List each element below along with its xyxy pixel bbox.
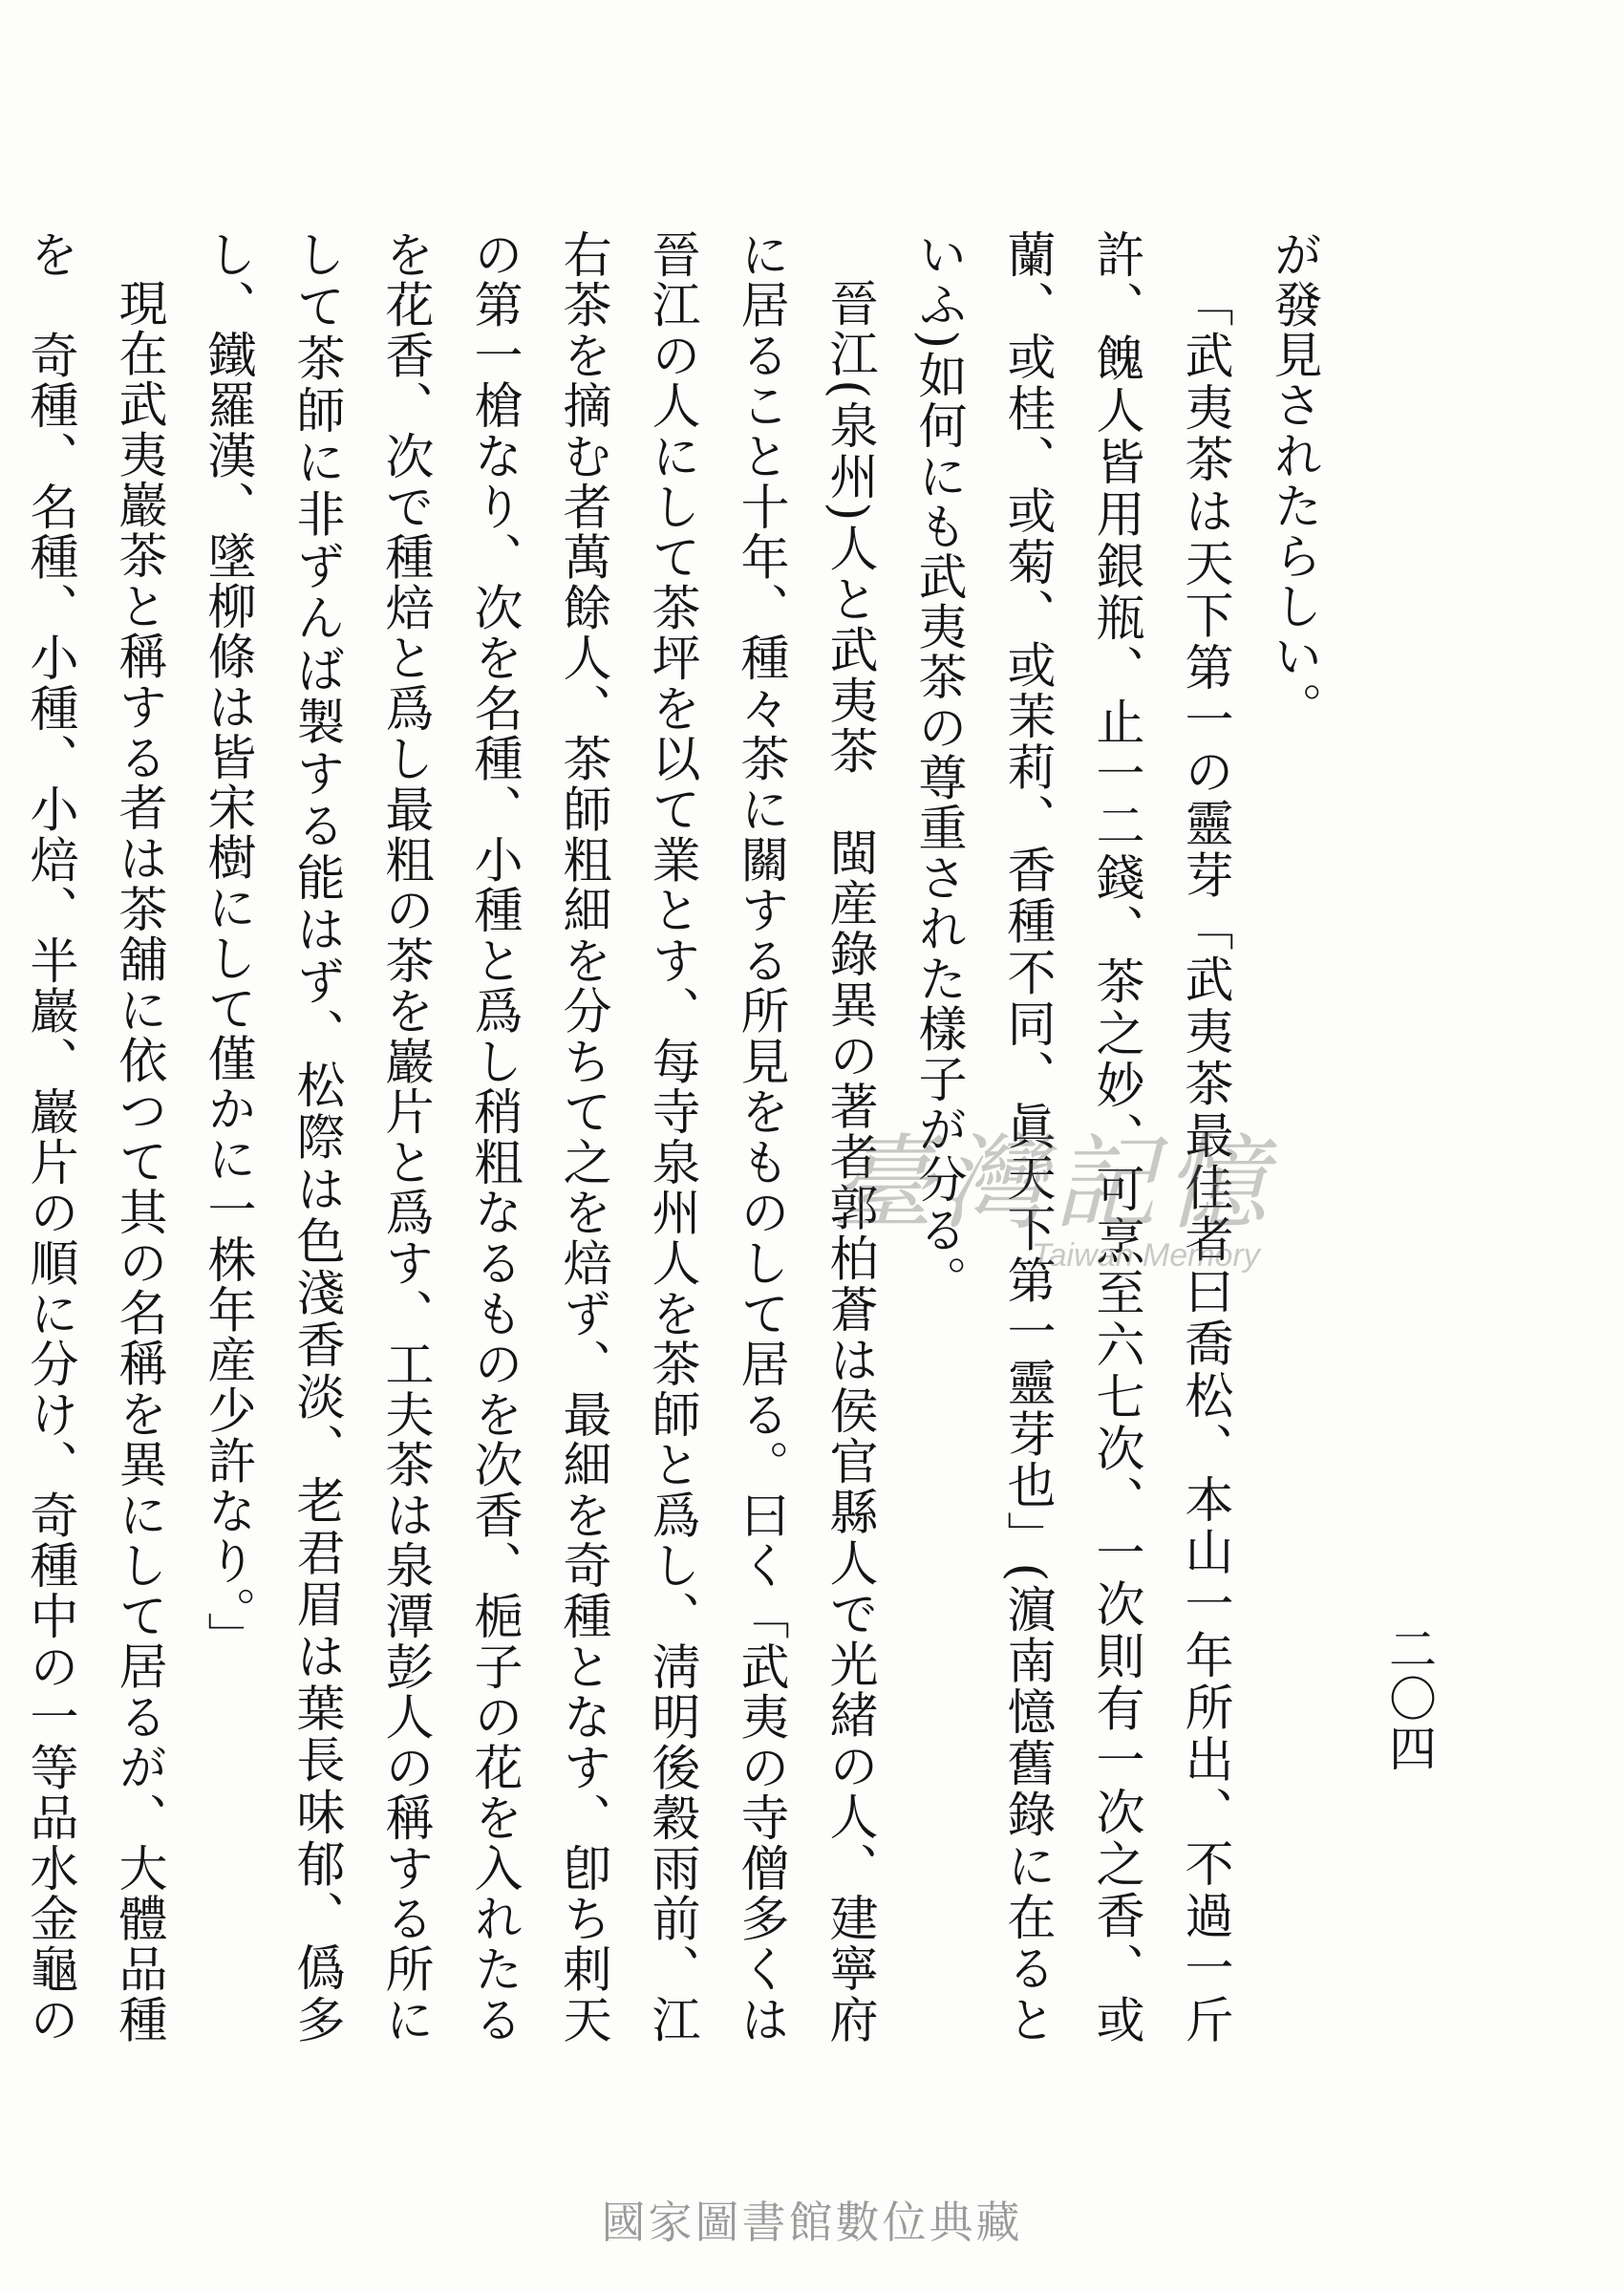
main-text-block <box>21 229 1337 2045</box>
watermark-subtitle: Taiwan Memory <box>1032 1237 1260 1274</box>
paragraph-current-wuyi-rock-tea: 現在武夷巖茶と稱する者は茶舖に依つて其の名稱を異にして居るが、大體品種を 奇種、名種、小種、小焙、半巖、巖片の順に分け、奇種中の一等品水金龜の <box>21 229 166 2045</box>
footer-credit: 國家圖書館數位典藏 <box>601 2197 1023 2248</box>
watermark-title: 臺灣記憶 <box>831 1125 1275 1244</box>
paragraph-jinjiang-and-wuyi: 晉江(泉州)人と武夷茶 閩産錄異の著者郭柏蒼は侯官縣人で光緒の人、建寧府に居ること十年、種々茶に關する所見をものして居る。曰く「武夷の寺僧多くは晉江の人にして茶坪を以て業とす、每寺泉州人を茶師と爲し、淸明後穀雨前、江右茶を摘む者萬餘人、茶師粗細を分ちて之を焙ず、最細を奇種となす、卽ち剌天の第一槍なり、次を名種、小種と爲し稍粗なるものを次香、梔子の花を入れたるを花香、次で種焙と爲し最粗の茶を巖片と爲す、工夫茶は泉潭彭人の稱する所にして茶師に非ずんば製する能はず、松際は色淺香淡、老君眉は葉長味郁、僞多し、鐵羅漢、墜柳條は皆宋樹にして僅かに一株年産少許なり。」 <box>199 229 877 2045</box>
paragraph-continuation: が發見されたらしい。 <box>1265 229 1321 732</box>
page-number: 二〇四 <box>1381 1624 1437 1773</box>
paragraph-wuyi-tea-spirit-bud: 「武夷茶は天下第一の靈芽「武夷茶最佳者曰喬松、本山一年所出、不過一斤許、餽人皆用銀瓶、止一二錢、茶之妙、可烹至六七次、一次則有一次之香、或蘭、或桂、或菊、或茉莉、香種不同、眞天下第一靈芽也」(濵南憶舊錄に在るといふ)如何にも武夷茶の尊重された樣子が分る。 <box>909 229 1232 2045</box>
